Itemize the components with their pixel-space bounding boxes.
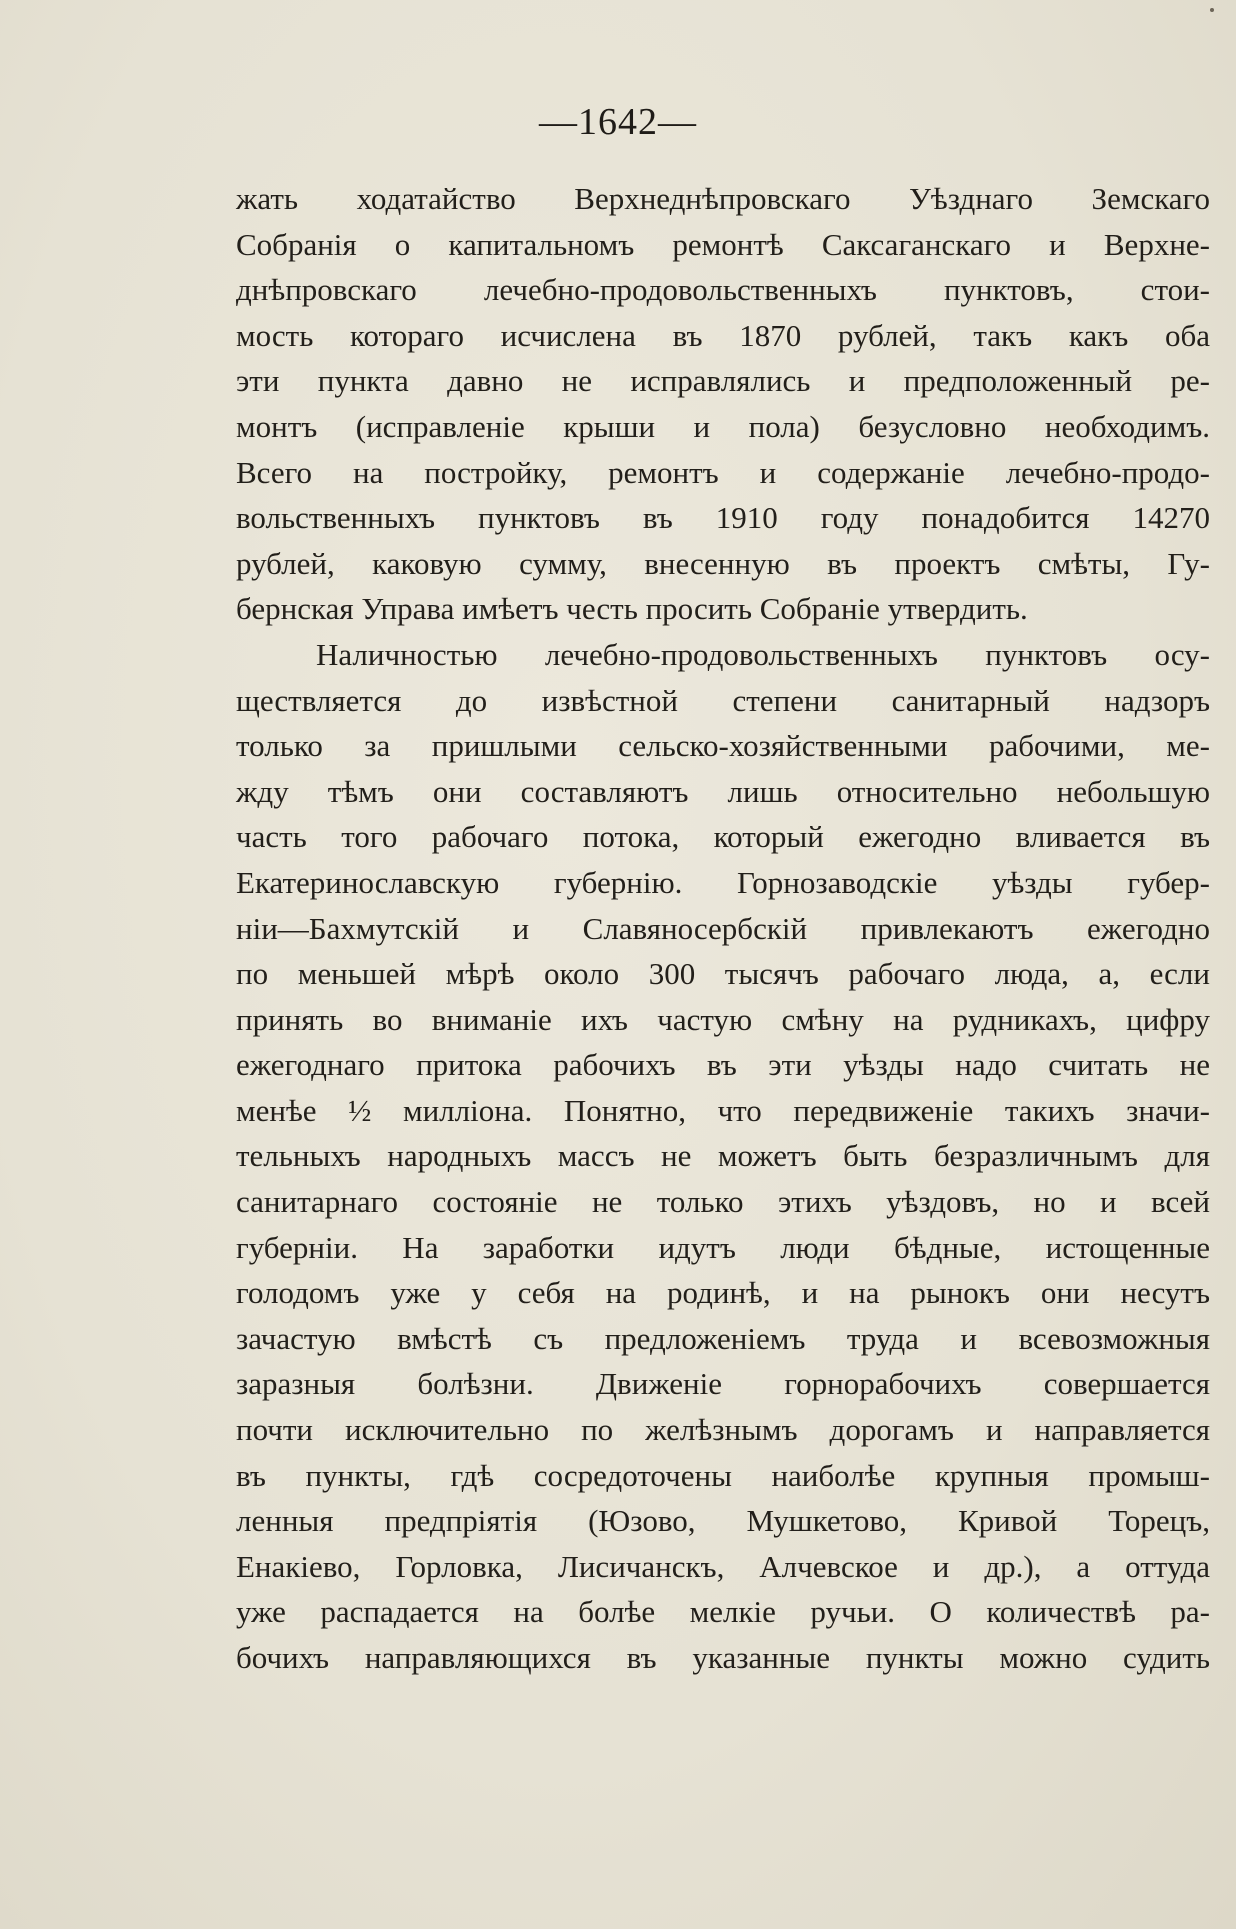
text-line: жать ходатайство Верхнеднѣпровскаго Уѣзднаго Земскаго (236, 181, 1210, 216)
body-text (236, 176, 1210, 1681)
text-line: менѣе ½ милліона. Понятно, что передвиженіе такихъ значи- (236, 1092, 1210, 1128)
text-line: зачастую вмѣстѣ съ предложеніемъ труда и всевозможныя (236, 1320, 1210, 1356)
text-line: Енакіево, Горловка, Лисичанскъ, Алчевское и др.), а оттуда (236, 1548, 1210, 1584)
text-line: почти исключительно по желѣзнымъ дорогамъ и направляется (236, 1412, 1210, 1448)
text-line: въ пункты, гдѣ сосредоточены наиболѣе крупныя промыш- (236, 1457, 1210, 1493)
page-number: —1642— (539, 101, 697, 143)
text-line: монтъ (исправленіе крыши и пола) безусловно необходимъ. (236, 408, 1210, 444)
text-line: Собранія о капитальномъ ремонтѣ Саксаганскаго и Верхне- (236, 226, 1210, 262)
text-line: уже распадается на болѣе мелкіе ручьи. О количествѣ ра- (236, 1594, 1210, 1630)
text-line: Наличностью лечебно-продовольственныхъ пунктовъ осу- (316, 636, 1210, 672)
text-line: Всего на постройку, ремонтъ и содержаніе лечебно-продо- (236, 454, 1210, 490)
text-line: принять во вниманіе ихъ частую смѣну на рудникахъ, цифру (236, 1001, 1210, 1037)
text-line: рублей, каковую сумму, внесенную въ проектъ смѣты, Гу- (236, 545, 1210, 581)
text-line: только за пришлыми сельско-хозяйственными рабочими, ме- (236, 728, 1210, 764)
text-line: Екатеринославскую губернію. Горнозаводскіе уѣзды губер- (236, 864, 1210, 900)
paragraph-1 (236, 176, 1210, 632)
text-line: заразныя болѣзни. Движеніе горнорабочихъ совершается (236, 1366, 1210, 1402)
text-line: мость котораго исчислена въ 1870 рублей, такъ какъ оба (236, 317, 1210, 353)
text-line: ществляется до извѣстной степени санитарный надзоръ (236, 682, 1210, 718)
text-line: вольственныхъ пунктовъ въ 1910 году понадобится 14270 (236, 500, 1210, 536)
text-line: бочихъ направляющихся въ указанные пункты можно судить (236, 1640, 1210, 1675)
text-line: жду тѣмъ они составляютъ лишь относительно небольшую (236, 773, 1210, 809)
text-line: голодомъ уже у себя на родинѣ, и на рынокъ они несутъ (236, 1275, 1210, 1311)
text-line: губерніи. На заработки идутъ люди бѣдные, истощенные (236, 1229, 1210, 1265)
text-line: по меньшей мѣрѣ около 300 тысячъ рабочаго люда, а, если (236, 956, 1210, 992)
text-line: санитарнаго состояніе не только этихъ уѣздовъ, но и всей (236, 1184, 1210, 1220)
text-line: ежегоднаго притока рабочихъ въ эти уѣзды надо считать не (236, 1047, 1210, 1083)
text-line: часть того рабочаго потока, который ежегодно вливается въ (236, 819, 1210, 855)
ink-speck (1210, 8, 1214, 12)
text-line: тельныхъ народныхъ массъ не можетъ быть безразличнымъ для (236, 1138, 1210, 1174)
paragraph-2 (236, 632, 1210, 1681)
text-line: бернская Управа имѣетъ честь просить Собраніе утвердить. (236, 591, 1028, 627)
text-line: ніи—Бахмутскій и Славяносербскій привлекаютъ ежегодно (236, 910, 1210, 946)
text-line: днѣпровскаго лечебно-продовольственныхъ пунктовъ, стои- (236, 272, 1210, 308)
text-line: ленныя предпріятія (Юзово, Мушкетово, Кривой Торецъ, (236, 1503, 1210, 1539)
text-line: эти пункта давно не исправлялись и предположенный ре- (236, 363, 1210, 399)
